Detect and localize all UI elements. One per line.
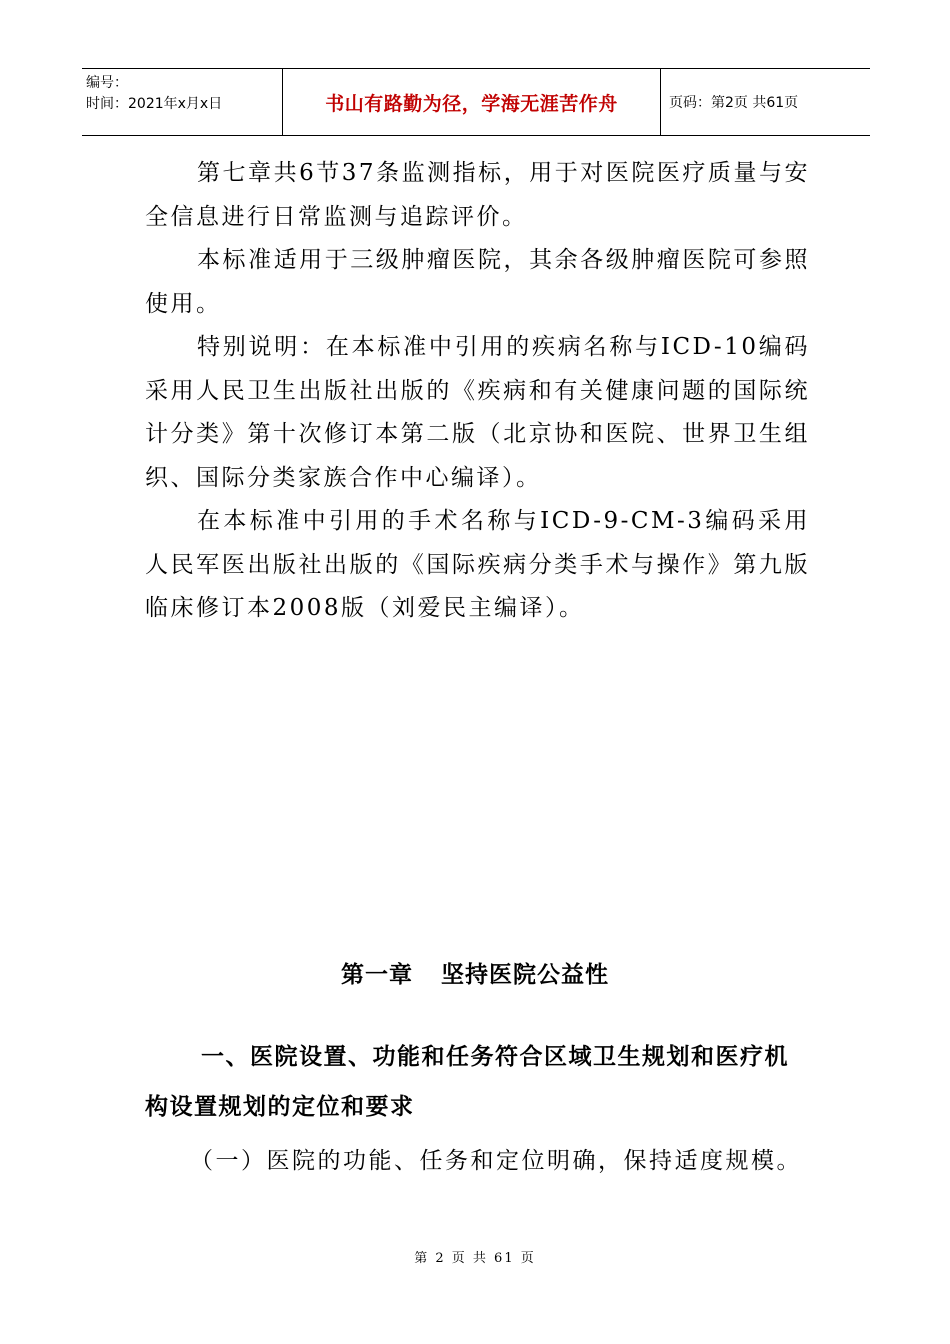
- paragraph: 第七章共6节37条监测指标，用于对医院医疗质量与安全信息进行日常监测与追踪评价。: [145, 160, 810, 230]
- page-header: [82, 68, 870, 136]
- header-motto: 书山有路勤为径，学海无涯苦作舟: [283, 69, 661, 135]
- chapter-number: 第一章: [341, 962, 413, 988]
- body-text: [145, 152, 810, 631]
- serial-number-label: 编号：: [86, 75, 128, 91]
- date-label: 时间：2021年x月x日: [86, 96, 223, 112]
- header-meta: [82, 69, 283, 135]
- paragraph: 特别说明：在本标准中引用的疾病名称与ICD-10编码采用人民卫生出版社出版的《疾病和有关健康问题的国际统计分类》第十次修订本第二版（北京协和医院、世界卫生组织、国际分类家族合作中心编译）。: [145, 334, 810, 491]
- section-title: 一、医院设置、功能和任务符合区域卫生规划和医疗机构设置规划的定位和要求: [145, 1044, 789, 1120]
- chapter-title: [0, 956, 950, 989]
- subsection-title: （一）医院的功能、任务和定位明确，保持适度规模。: [190, 1148, 802, 1174]
- paragraph: 在本标准中引用的手术名称与ICD-9-CM-3编码采用人民军医出版社出版的《国际疾病分类手术与操作》第九版临床修订本2008版（刘爱民主编译）。: [145, 508, 810, 621]
- paragraph: 本标准适用于三级肿瘤医院，其余各级肿瘤医院可参照使用。: [145, 247, 810, 317]
- page-footer: 第 2 页 共 61 页: [414, 1251, 536, 1266]
- chapter-name: 坚持医院公益性: [441, 962, 609, 988]
- header-page-info: 页码：第2页 共61页: [669, 95, 799, 111]
